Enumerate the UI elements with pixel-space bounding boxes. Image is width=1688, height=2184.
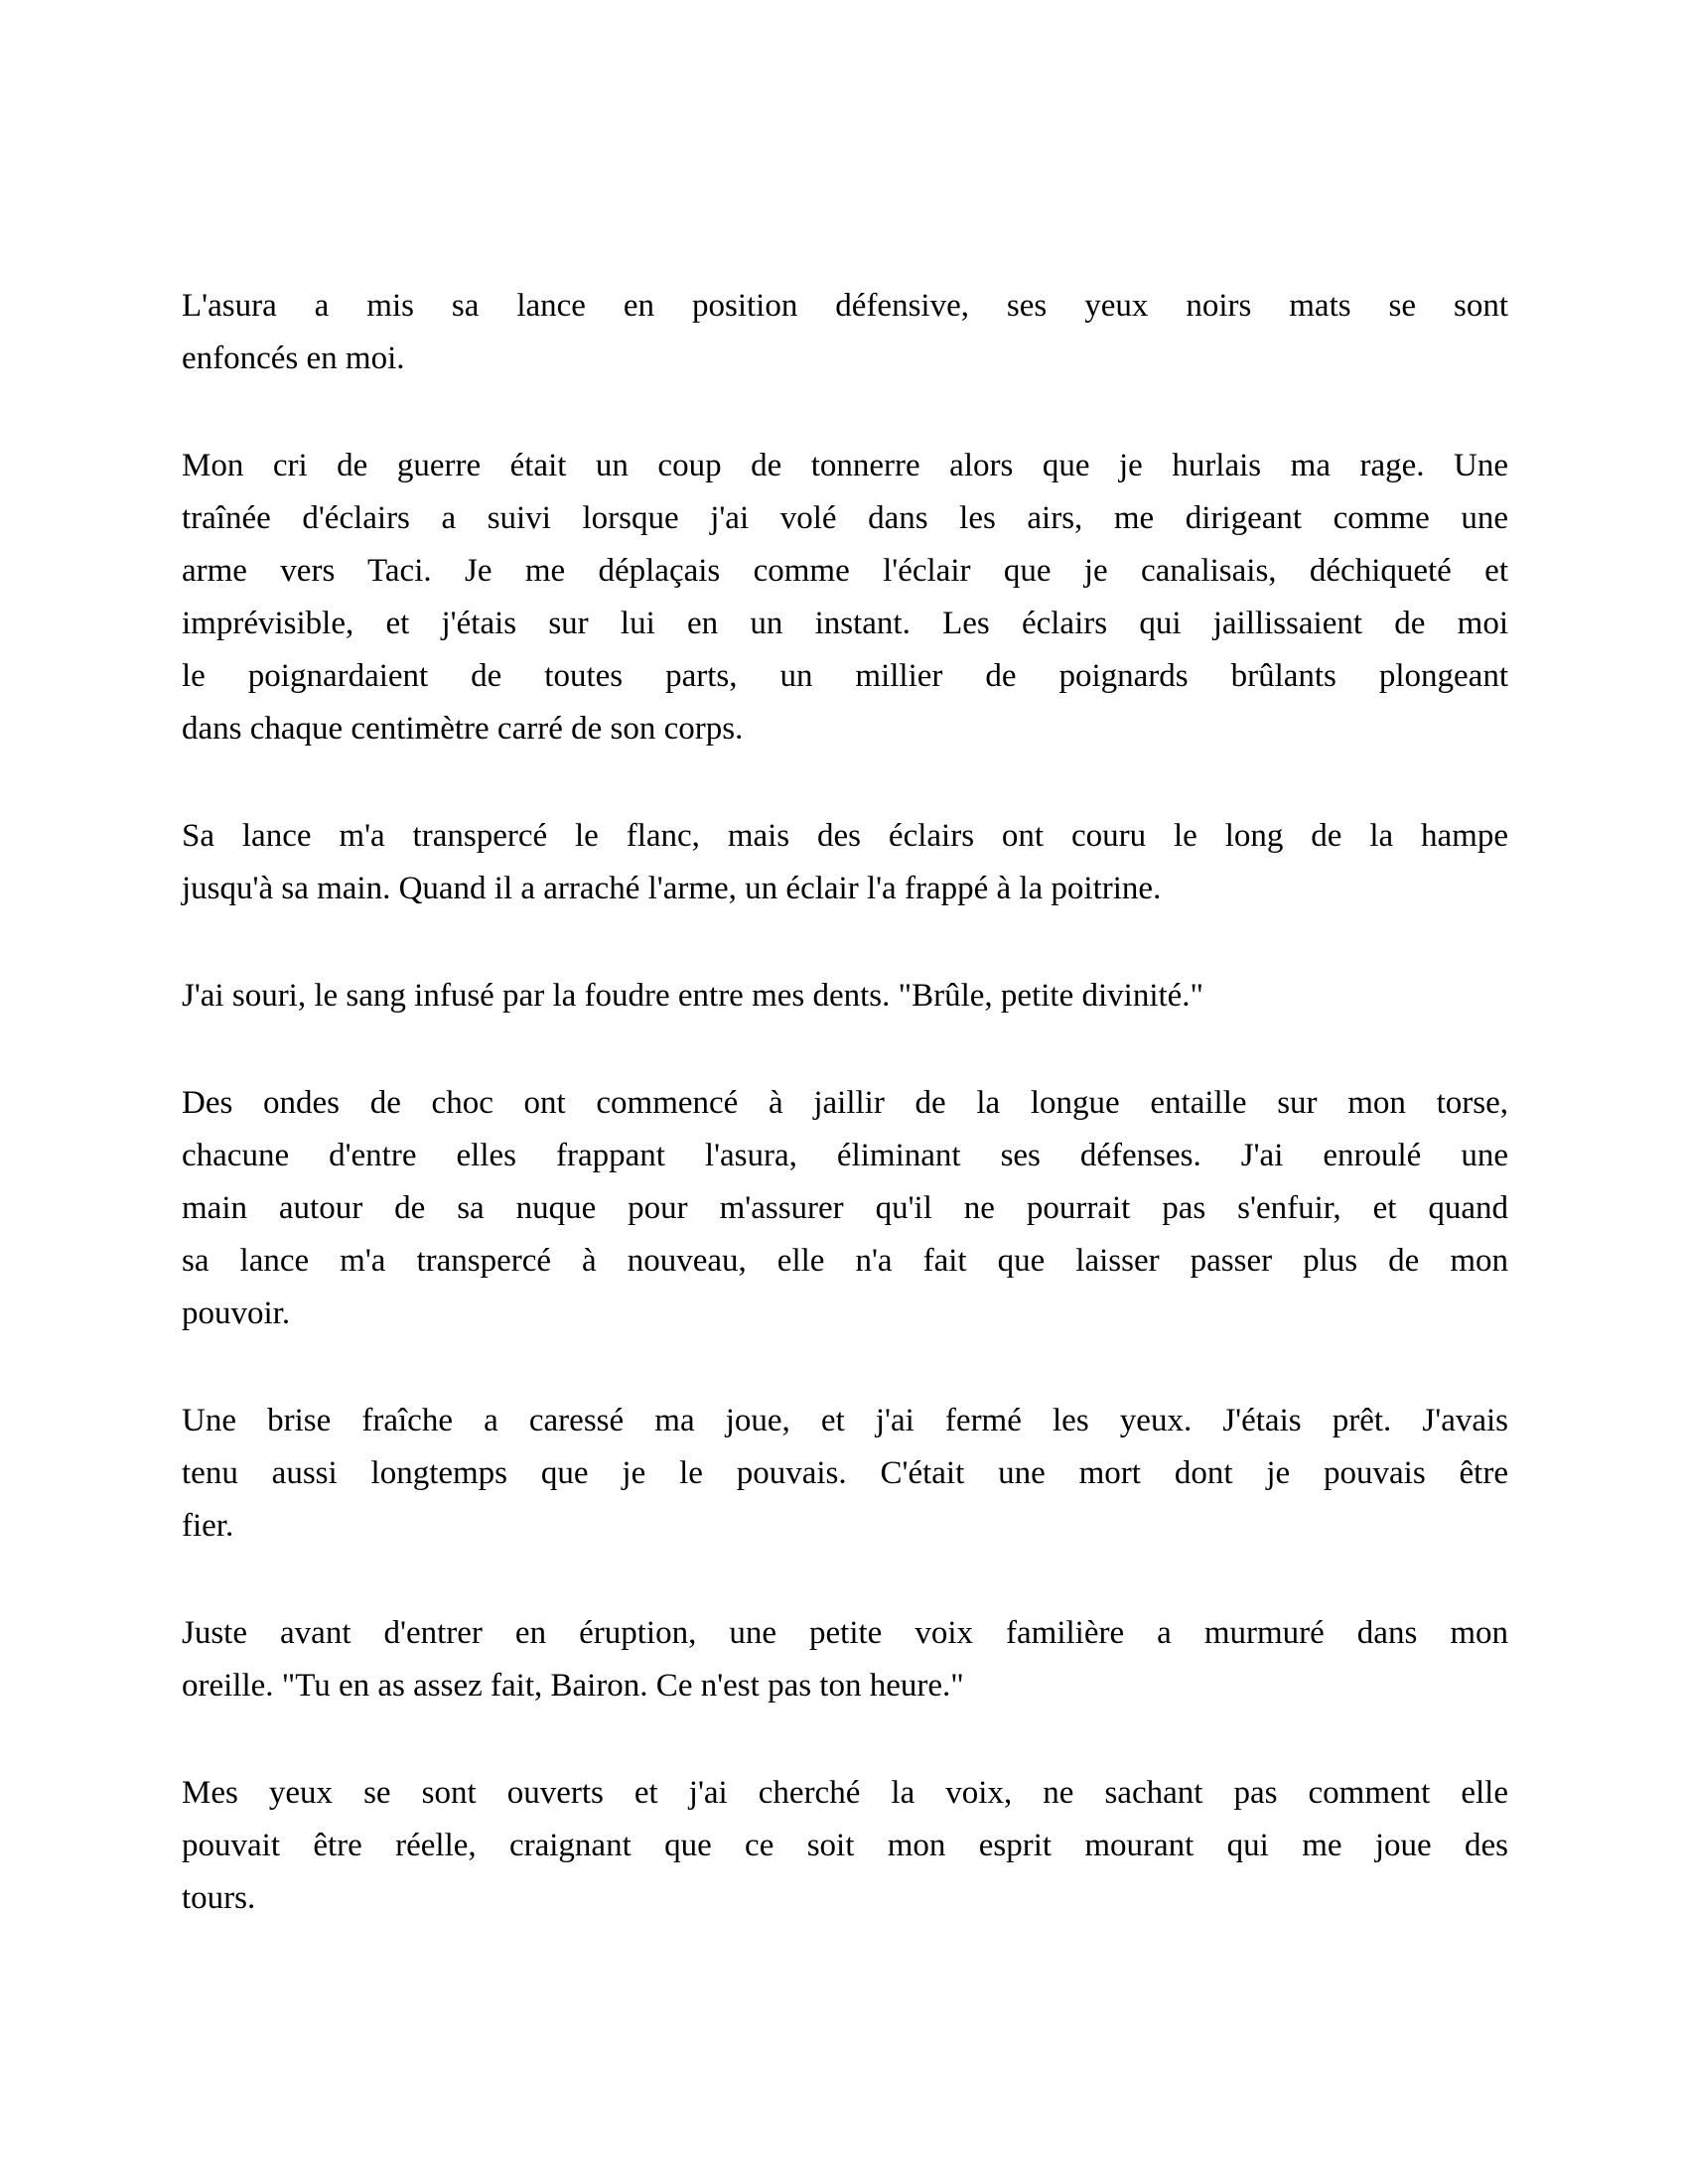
- text-line: enfoncés en moi.: [182, 341, 405, 376]
- text-line: main autour de sa nuque pour m'assurer qu'il ne pourrait pas s'enfuir, et quand: [182, 1190, 1508, 1226]
- text-line: oreille. "Tu en as assez fait, Bairon. Ce n'est pas ton heure.": [182, 1668, 964, 1704]
- paragraph: [182, 1077, 1508, 1340]
- text-line: sa lance m'a transpercé à nouveau, elle n'a fait que laisser passer plus de mon: [182, 1243, 1508, 1279]
- paragraph: [182, 970, 1508, 1023]
- text-line: pouvait être réelle, craignant que ce soit mon esprit mourant qui me joue des: [182, 1828, 1508, 1863]
- text-line: fier.: [182, 1508, 234, 1544]
- text-line: Juste avant d'entrer en éruption, une petite voix familière a murmuré dans mon: [182, 1615, 1508, 1651]
- text-line: Sa lance m'a transpercé le flanc, mais des éclairs ont couru le long de la hampe: [182, 818, 1508, 854]
- paragraph: [182, 280, 1508, 385]
- text-line: imprévisible, et j'étais sur lui en un instant. Les éclairs qui jaillissaient de moi: [182, 606, 1508, 641]
- text-line: le poignardaient de toutes parts, un millier de poignards brûlants plongeant: [182, 658, 1508, 694]
- text-line: Mon cri de guerre était un coup de tonnerre alors que je hurlais ma rage. Une: [182, 448, 1508, 483]
- text-line: Des ondes de choc ont commencé à jaillir de la longue entaille sur mon torse,: [182, 1085, 1508, 1121]
- text-line: jusqu'à sa main. Quand il a arraché l'arme, un éclair l'a frappé à la poitrine.: [182, 871, 1162, 906]
- text-line: traînée d'éclairs a suivi lorsque j'ai volé dans les airs, me dirigeant comme une: [182, 500, 1508, 536]
- text-line: J'ai souri, le sang infusé par la foudre entre mes dents. "Brûle, petite divinité.": [182, 978, 1204, 1014]
- paragraph: [182, 810, 1508, 915]
- paragraph: [182, 1767, 1508, 1925]
- text-line: Mes yeux se sont ouverts et j'ai cherché la voix, ne sachant pas comment elle: [182, 1775, 1508, 1811]
- text-line: arme vers Taci. Je me déplaçais comme l'éclair que je canalisais, déchiqueté et: [182, 553, 1508, 589]
- text-line: L'asura a mis sa lance en position défensive, ses yeux noirs mats se sont: [182, 288, 1508, 324]
- paragraph: [182, 1395, 1508, 1553]
- text-line: dans chaque centimètre carré de son corps.: [182, 711, 744, 747]
- text-line: tenu aussi longtemps que je le pouvais. C'était une mort dont je pouvais être: [182, 1455, 1508, 1491]
- text-line: chacune d'entre elles frappant l'asura, éliminant ses défenses. J'ai enroulé une: [182, 1138, 1508, 1173]
- text-column: [182, 280, 1508, 1979]
- paragraph: [182, 440, 1508, 755]
- text-line: tours.: [182, 1880, 256, 1916]
- text-line: pouvoir.: [182, 1296, 291, 1331]
- paragraph: [182, 1607, 1508, 1712]
- text-line: Une brise fraîche a caressé ma joue, et j'ai fermé les yeux. J'étais prêt. J'avais: [182, 1403, 1508, 1438]
